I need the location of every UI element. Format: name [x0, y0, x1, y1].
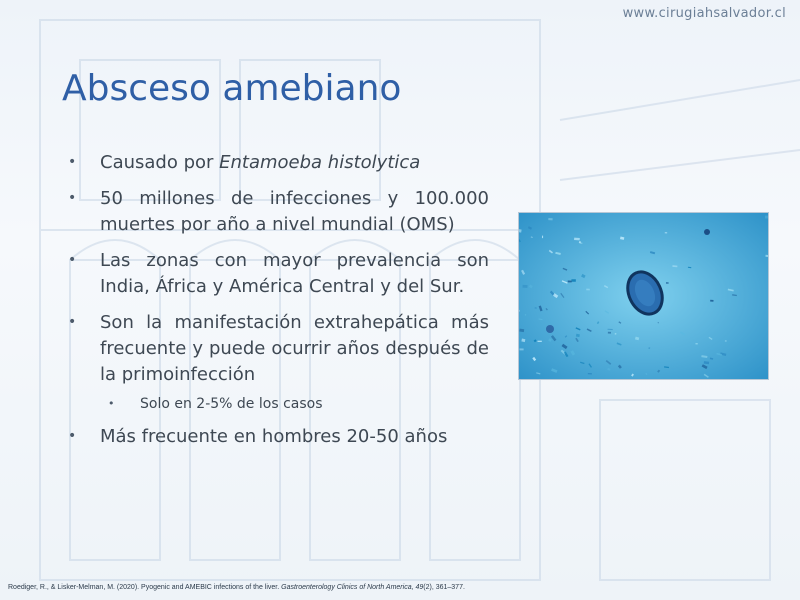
speckle: [642, 379, 648, 380]
bullet-text: Son la manifestación extrahepática más frecuente y puede ocurrir años después de la primoinfección: [100, 312, 489, 385]
bullet-dot: •: [68, 154, 77, 170]
bullet-dot: •: [68, 190, 77, 206]
speckle: [765, 216, 768, 219]
speckle: [520, 348, 524, 350]
citation-suffix: (2), 361–377.: [423, 584, 465, 591]
sub-bullet-item: [104, 394, 489, 414]
bullet-dot: •: [68, 252, 77, 268]
microscopy-image: [518, 212, 769, 380]
website-url: www.cirugiahsalvador.cl: [622, 6, 786, 21]
bullet-item: [64, 186, 489, 238]
bullet-dot: •: [108, 397, 115, 410]
speckle: [571, 279, 575, 282]
citation-prefix: Roediger, R., & Lisker-Melman, M. (2020). Pyogenic and AMEBIC infections of the liver.: [8, 584, 282, 591]
bullet-text: Las zonas con mayor prevalencia son India, África y América Central y del Sur.: [100, 250, 489, 297]
small-cell: [704, 229, 710, 235]
citation-journal: Gastroenterology Clinics of North America, 49: [281, 584, 424, 591]
bullet-text: [100, 150, 489, 176]
speckle: [518, 310, 519, 312]
small-cell: [546, 325, 554, 333]
bullet-item: [64, 424, 489, 450]
speckle: [695, 343, 697, 344]
speckle: [568, 281, 572, 283]
bullet-list: [64, 150, 489, 460]
speckle: [648, 347, 650, 349]
speckle: [538, 341, 542, 342]
speckle: [588, 373, 592, 374]
speckle: [765, 255, 769, 257]
speckle: [725, 340, 727, 341]
speckle: [523, 285, 528, 288]
bullet-text-italic: Entamoeba histolytica: [219, 152, 421, 173]
bullet-dot: •: [68, 314, 77, 330]
speckle: [542, 236, 543, 239]
speckle: [574, 238, 580, 241]
bullet-text: Más frecuente en hombres 20-50 años: [100, 426, 448, 447]
speckle: [710, 300, 713, 302]
speckle: [666, 282, 669, 283]
slide-title: Absceso amebiano: [62, 68, 402, 109]
speckle: [548, 218, 552, 220]
bullet-item: [64, 310, 489, 388]
speckle: [576, 334, 580, 337]
bullet-item: [64, 248, 489, 300]
speckle: [665, 232, 667, 234]
bullet-item: [64, 150, 489, 176]
speckle: [608, 332, 611, 334]
speckle: [586, 289, 590, 291]
citation: [8, 584, 465, 591]
sub-bullet-text: Solo en 2-5% de los casos: [140, 396, 323, 412]
speckle: [519, 329, 524, 332]
bullet-text: 50 millones de infecciones y 100.000 muertes por año a nivel mundial (OMS): [100, 188, 489, 235]
bullet-text-prefix: Causado por: [100, 152, 220, 173]
bullet-dot: •: [68, 428, 77, 444]
